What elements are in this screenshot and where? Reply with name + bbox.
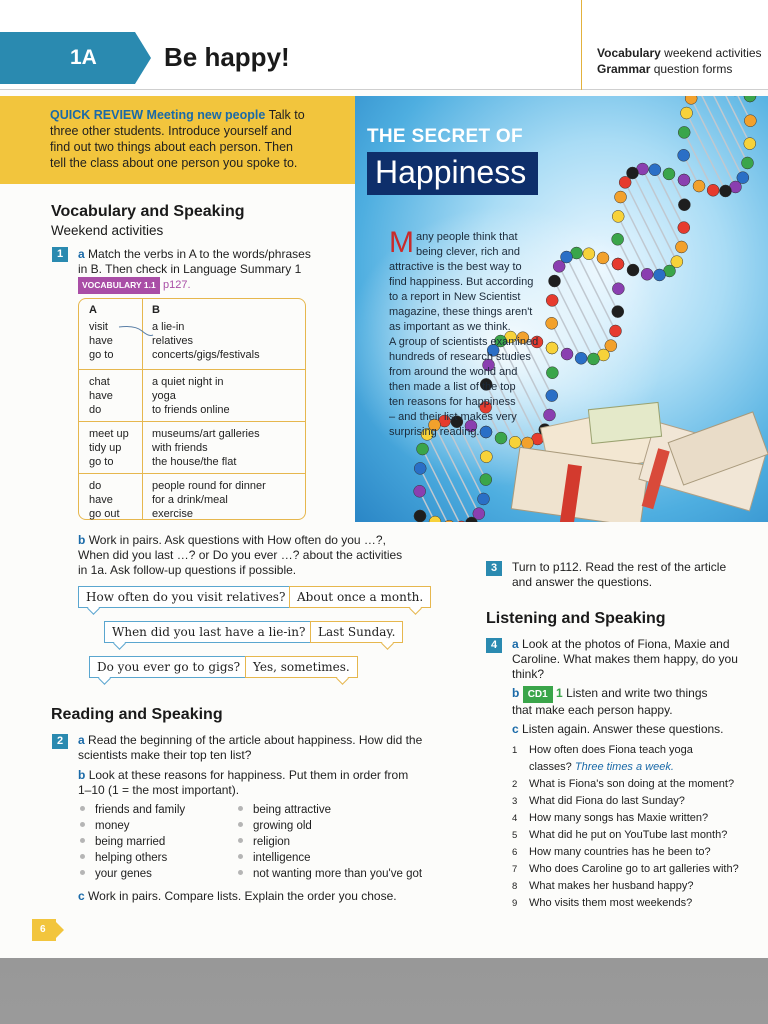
- table-cell-a: [89, 427, 129, 469]
- verb: do: [89, 404, 102, 416]
- phrase: relatives: [152, 335, 193, 347]
- article-line: to a report in New Scientist: [389, 291, 521, 303]
- vocab-subheading: Weekend activities: [51, 223, 164, 238]
- list-item: [512, 776, 762, 793]
- phrase: for a drink/meal: [152, 494, 228, 506]
- speech-bubble-question: How often do you visit relatives?: [78, 586, 293, 608]
- question-text: How many songs has Maxie written?: [529, 812, 709, 824]
- question-text: What is Fiona's son doing at the moment?: [529, 778, 735, 790]
- exercise-text: in B. Then check in Language Summary 1: [78, 262, 302, 276]
- verb: do: [89, 480, 102, 492]
- exercise-label: b: [78, 768, 86, 782]
- exercise-text: When did you last …? or Do you ever …? about the activities: [78, 548, 403, 562]
- cd-track-tag: CD1: [523, 686, 553, 703]
- exercise-2c: [78, 889, 468, 904]
- table-cell-b: [152, 320, 260, 362]
- exercise-4c: [512, 722, 762, 737]
- phrase: a lie-in: [152, 321, 185, 333]
- article-pre-title: THE SECRET OF: [367, 126, 523, 147]
- list-item: helping others: [80, 850, 185, 866]
- list-item: not wanting more than you've got: [238, 866, 422, 882]
- vocabulary-page-ref: p127.: [163, 279, 191, 291]
- exercise-text: Work in pairs. Ask questions with How often do you …?,: [88, 533, 386, 547]
- exercise-text: 1–10 (1 = the most important).: [78, 783, 240, 797]
- verb: tidy up: [89, 442, 122, 454]
- table-cell-a: [89, 479, 120, 521]
- question-text: What did Fiona do last Sunday?: [529, 795, 685, 807]
- article-dropcap: M: [389, 226, 414, 259]
- speech-bubble-question: Do you ever go to gigs?: [89, 656, 248, 678]
- verb: visit: [89, 321, 108, 333]
- meta-grammar-value: question forms: [653, 62, 733, 76]
- meta-vocab-label: Vocabulary: [597, 46, 661, 60]
- verb: meet up: [89, 428, 129, 440]
- list-item: [512, 861, 762, 878]
- question-number: 3: [512, 796, 518, 807]
- list-item: [512, 827, 762, 844]
- reasons-list-left: [80, 802, 185, 882]
- unit-title: Be happy!: [164, 42, 290, 72]
- article-line: any people think that: [416, 231, 518, 243]
- page-number: 6: [32, 919, 56, 941]
- phrase: with friends: [152, 442, 208, 454]
- speech-bubble-answer: About once a month.: [289, 586, 431, 608]
- list-item: friends and family: [80, 802, 185, 818]
- question-text: Who does Caroline go to art galleries with?: [529, 863, 739, 875]
- matching-table: [78, 298, 306, 520]
- phrase: people round for dinner: [152, 480, 266, 492]
- exercise-text: Look at these reasons for happiness. Put them in order from: [88, 768, 409, 782]
- reading-heading: Reading and Speaking: [51, 706, 223, 723]
- exercise-text: Caroline. What makes them happy, do you: [512, 652, 738, 666]
- article-title-block: [367, 126, 538, 195]
- exercise-text: that make each person happy.: [512, 703, 673, 717]
- exercise-2a: [78, 733, 468, 763]
- table-header-a: A: [89, 304, 97, 316]
- exercise-text: in 1a. Ask follow-up questions if possible.: [78, 563, 297, 577]
- vocab-heading: Vocabulary and Speaking: [51, 203, 245, 220]
- article-line: being clever, rich and: [416, 246, 520, 258]
- list-item: religion: [238, 834, 422, 850]
- question-text: How often does Fiona teach yoga: [529, 744, 693, 756]
- verb: have: [89, 335, 113, 347]
- list-item: intelligence: [238, 850, 422, 866]
- quick-review-box: [0, 96, 355, 184]
- question-number: 1: [512, 745, 518, 756]
- quick-review-line: tell the class about one person you spoke to.: [50, 156, 298, 170]
- exercise-text: Look at the photos of Fiona, Maxie and: [522, 637, 730, 651]
- unit-meta: [597, 45, 762, 77]
- meta-vocab-value: weekend activities: [664, 46, 762, 60]
- list-item: your genes: [80, 866, 185, 882]
- article-line: hundreds of research studies: [389, 351, 531, 363]
- exercise-number: 1: [52, 247, 68, 262]
- article-line: – and their list makes very: [389, 411, 517, 423]
- question-list: [512, 742, 762, 912]
- unit-badge: 1A: [0, 32, 135, 84]
- table-row: [79, 369, 305, 421]
- table-row: [79, 473, 305, 519]
- exercise-2b: [78, 768, 468, 798]
- question-number: 8: [512, 881, 518, 892]
- exercise-label: c: [512, 722, 519, 736]
- question-number: 4: [512, 813, 518, 824]
- article-line: ten reasons for happiness: [389, 396, 516, 408]
- quick-review-label: QUICK REVIEW: [50, 108, 144, 122]
- phrase: museums/art galleries: [152, 428, 260, 440]
- exercise-label: b: [512, 686, 520, 700]
- verb: have: [89, 390, 113, 402]
- verb: chat: [89, 376, 110, 388]
- exercise-text: Turn to p112. Read the rest of the article: [512, 560, 727, 574]
- question-number: 2: [512, 779, 518, 790]
- reasons-list-right: [238, 802, 422, 882]
- exercise-text: Match the verbs in A to the words/phrases: [88, 247, 311, 261]
- article-line: attractive is the best way to: [389, 261, 522, 273]
- phrase: exercise: [152, 508, 193, 520]
- exercise-text: Read the beginning of the article about happiness. How did the: [88, 733, 423, 747]
- question-number: 7: [512, 864, 518, 875]
- meta-grammar-label: Grammar: [597, 62, 651, 76]
- list-item: [512, 810, 762, 827]
- table-row: [79, 421, 305, 473]
- header-divider: [581, 0, 582, 90]
- exercise-text: Listen again. Answer these questions.: [522, 722, 724, 736]
- table-header-b: B: [152, 304, 160, 316]
- exercise-label: a: [512, 637, 519, 651]
- exercise-text: and answer the questions.: [512, 575, 653, 589]
- exercise-text: Listen and write two things: [566, 686, 708, 700]
- exercise-text: scientists make their top ten list?: [78, 748, 252, 762]
- quick-review-topic: Meeting new people: [146, 108, 266, 122]
- verb: go to: [89, 349, 114, 361]
- article-line: surprising reading.: [389, 426, 480, 438]
- exercise-1a: [78, 247, 348, 294]
- vocabulary-reference-tag: VOCABULARY 1.1: [78, 277, 160, 294]
- exercise-3: [512, 560, 762, 590]
- phrase: a quiet night in: [152, 376, 224, 388]
- article-line: A group of scientists examined: [389, 336, 539, 348]
- unit-badge-arrow: [135, 32, 151, 84]
- article-title: Happiness: [367, 152, 538, 195]
- exercise-label: a: [78, 247, 85, 261]
- list-item: being attractive: [238, 802, 422, 818]
- exercise-number: 3: [486, 561, 502, 576]
- question-number: 6: [512, 847, 518, 858]
- exercise-label: a: [78, 733, 85, 747]
- article-line: then made a list of the top: [389, 381, 516, 393]
- table-cell-b: [152, 375, 230, 417]
- table-row: [79, 317, 305, 367]
- article-intro-text: [389, 226, 557, 440]
- verb: go to: [89, 456, 114, 468]
- exercise-text: think?: [512, 667, 545, 681]
- example-answer: Three times a week.: [574, 761, 674, 773]
- quick-review-line: three other students. Introduce yourself and: [50, 124, 292, 138]
- article-image: [355, 96, 768, 522]
- list-item: [512, 844, 762, 861]
- phrase: to friends online: [152, 404, 230, 416]
- list-item: growing old: [238, 818, 422, 834]
- question-number: 5: [512, 830, 518, 841]
- exercise-label: c: [78, 889, 85, 903]
- question-text: How many countries has he been to?: [529, 846, 711, 858]
- question-number: 9: [512, 898, 518, 909]
- list-item: [512, 742, 762, 776]
- phrase: yoga: [152, 390, 176, 402]
- table-cell-b: [152, 479, 266, 521]
- exercise-text: Work in pairs. Compare lists. Explain the order you chose.: [88, 889, 397, 903]
- verb: go out: [89, 508, 120, 520]
- exercise-number: 2: [52, 734, 68, 749]
- article-line: find happiness. But according: [389, 276, 534, 288]
- list-item: being married: [80, 834, 185, 850]
- exercise-number: 4: [486, 638, 502, 653]
- exercise-4a: [512, 637, 762, 682]
- question-text: What makes her husband happy?: [529, 880, 694, 892]
- speech-bubble-question: When did you last have a lie-in?: [104, 621, 313, 643]
- question-text: classes?: [529, 761, 572, 773]
- verb: have: [89, 494, 113, 506]
- question-text: What did he put on YouTube last month?: [529, 829, 728, 841]
- phrase: concerts/gigs/festivals: [152, 349, 260, 361]
- article-line: from around the world and: [389, 366, 518, 378]
- exercise-4b: [512, 686, 762, 718]
- table-cell-b: [152, 427, 260, 469]
- article-line: magazine, these things aren't: [389, 306, 533, 318]
- exercise-label: b: [78, 533, 86, 547]
- speech-bubble-answer: Yes, sometimes.: [245, 656, 358, 678]
- phrase: the house/the flat: [152, 456, 237, 468]
- exercise-1b: [78, 533, 438, 578]
- table-cell-a: [89, 375, 113, 417]
- table-cell-a: [89, 320, 113, 362]
- question-text: Who visits them most weekends?: [529, 897, 693, 909]
- list-item: [512, 895, 762, 912]
- article-line: as important as we think.: [389, 321, 511, 333]
- cd-track-number: 1: [556, 686, 563, 700]
- list-item: money: [80, 818, 185, 834]
- quick-review-line: find out two things about each person. Then: [50, 140, 293, 154]
- listening-heading: Listening and Speaking: [486, 610, 666, 627]
- quick-review-line: Talk to: [268, 108, 305, 122]
- list-item: [512, 793, 762, 810]
- speech-bubble-answer: Last Sunday.: [310, 621, 403, 643]
- list-item: [512, 878, 762, 895]
